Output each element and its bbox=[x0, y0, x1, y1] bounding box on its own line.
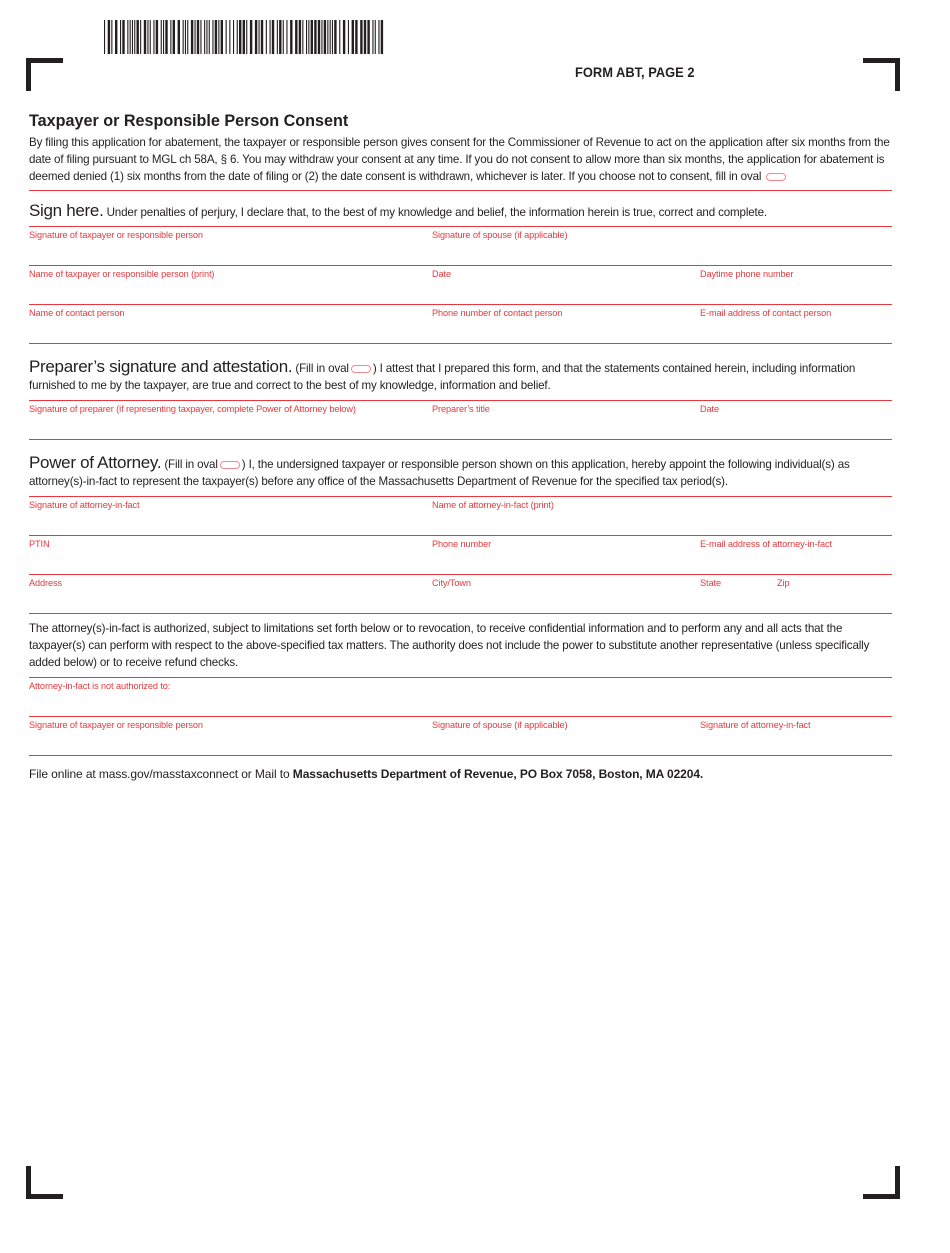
form-page-id: FORM ABT, PAGE 2 bbox=[575, 64, 695, 80]
address-field[interactable]: Address bbox=[29, 578, 63, 588]
attorney-signature-field[interactable]: Signature of attorney-in-fact bbox=[29, 500, 140, 510]
preparer-signature-field[interactable]: Signature of preparer (if representing taxpayer, complete Power of Attorney below) bbox=[29, 404, 356, 414]
sign-heading: Sign here. bbox=[29, 201, 104, 220]
taxpayer-signature-field[interactable]: Signature of taxpayer or responsible person bbox=[29, 230, 203, 240]
poa-row-2 bbox=[29, 536, 892, 575]
barcode-icon bbox=[104, 20, 384, 54]
sign-row-2 bbox=[29, 266, 892, 305]
form-content bbox=[29, 111, 892, 781]
preparer-text: ) I attest that I prepared this form, and that the statements contained herein, including information furnished to me by the taxpayer, are true and correct to the best of my knowledge, information and belief. bbox=[29, 362, 856, 392]
attorney-email-field[interactable]: E-mail address of attorney-in-fact bbox=[700, 539, 832, 549]
preparer-row bbox=[29, 401, 892, 440]
contact-email-field[interactable]: E-mail address of contact person bbox=[700, 308, 832, 318]
city-town-field[interactable]: City/Town bbox=[432, 578, 471, 588]
preparer-date-field[interactable]: Date bbox=[700, 404, 720, 414]
poa-fill-prefix: (Fill in oval bbox=[164, 458, 218, 471]
poa-oval[interactable] bbox=[220, 461, 240, 469]
not-authorized-row bbox=[29, 678, 892, 717]
preparer-title-field[interactable]: Preparer’s title bbox=[432, 404, 490, 414]
sign-row-3 bbox=[29, 305, 892, 344]
contact-name-field[interactable]: Name of contact person bbox=[29, 308, 125, 318]
registration-mark-top-left bbox=[26, 58, 63, 91]
registration-mark-bottom-right bbox=[863, 1166, 900, 1199]
state-field[interactable]: State bbox=[700, 578, 721, 588]
poa-section bbox=[29, 440, 892, 490]
preparer-oval[interactable] bbox=[351, 365, 371, 373]
daytime-phone-field[interactable]: Daytime phone number bbox=[700, 269, 794, 279]
footer-prefix: File online at mass.gov/masstaxconnect or Mail to bbox=[29, 767, 293, 781]
authority-section bbox=[29, 614, 892, 671]
poa-row-1 bbox=[29, 497, 892, 536]
not-authorized-field[interactable]: Attorney-in-fact is not authorized to: bbox=[29, 681, 171, 691]
sign-text: Under penalties of perjury, I declare that, to the best of my knowledge and belief, the information herein is true, correct and complete. bbox=[106, 206, 767, 219]
poa-spouse-signature-field[interactable]: Signature of spouse (if applicable) bbox=[432, 720, 568, 730]
footer-address: Massachusetts Department of Revenue, PO Box 7058, Boston, MA 02204. bbox=[292, 767, 704, 781]
poa-final-row bbox=[29, 717, 892, 756]
sign-section bbox=[29, 191, 892, 221]
footer-mailing bbox=[29, 767, 892, 781]
sign-row-1 bbox=[29, 227, 892, 266]
taxpayer-name-field[interactable]: Name of taxpayer or responsible person (print) bbox=[29, 269, 215, 279]
consent-text bbox=[29, 134, 892, 185]
poa-row-3 bbox=[29, 575, 892, 614]
poa-taxpayer-signature-field[interactable]: Signature of taxpayer or responsible person bbox=[29, 720, 203, 730]
sign-date-field[interactable]: Date bbox=[432, 269, 452, 279]
attorney-phone-field[interactable]: Phone number bbox=[432, 539, 492, 549]
consent-text-body: By filing this application for abatement, the taxpayer or responsible person gives consent for the Commissioner of Revenue to act on the application after six months from the date of filing pursuant to MGL ch 58A, § 6. You may withdraw your consent at any time. If you do not consent to allow more than six months, the application for abatement is deemed denied (1) six months from the date of filing or (2) the date consent is withdrawn, whichever is later. If you choose not to consent, fill in oval bbox=[29, 136, 890, 183]
authority-text: The attorney(s)-in-fact is authorized, subject to limitations set forth below or to revocation, to receive confidential information and to perform any and all acts that the taxpayer(s) can perform with respect to the above-specified tax matters. The authority does not include the power to substitute another representative (unless specifically added below) or to receive refund checks. bbox=[29, 622, 870, 669]
poa-attorney-signature-field[interactable]: Signature of attorney-in-fact bbox=[700, 720, 811, 730]
registration-mark-top-right bbox=[863, 58, 900, 91]
spouse-signature-field[interactable]: Signature of spouse (if applicable) bbox=[432, 230, 568, 240]
contact-phone-field[interactable]: Phone number of contact person bbox=[432, 308, 563, 318]
poa-heading: Power of Attorney. bbox=[29, 453, 162, 472]
poa-text: ) I, the undersigned taxpayer or responsible person shown on this application, hereby appoint the following individual(s) as attorney(s)-in-fact to represent the taxpayer(s) before any office of the Massachusetts Department of Revenue for the specified tax period(s). bbox=[29, 458, 850, 488]
attorney-name-field[interactable]: Name of attorney-in-fact (print) bbox=[432, 500, 554, 510]
preparer-section bbox=[29, 344, 892, 394]
no-consent-oval[interactable] bbox=[766, 173, 786, 181]
zip-field[interactable]: Zip bbox=[777, 578, 790, 588]
preparer-fill-prefix: (Fill in oval bbox=[295, 362, 349, 375]
registration-mark-bottom-left bbox=[26, 1166, 63, 1199]
ptin-field[interactable]: PTIN bbox=[29, 539, 50, 549]
consent-title: Taxpayer or Responsible Person Consent bbox=[29, 111, 349, 130]
preparer-heading: Preparer’s signature and attestation. bbox=[29, 357, 293, 376]
